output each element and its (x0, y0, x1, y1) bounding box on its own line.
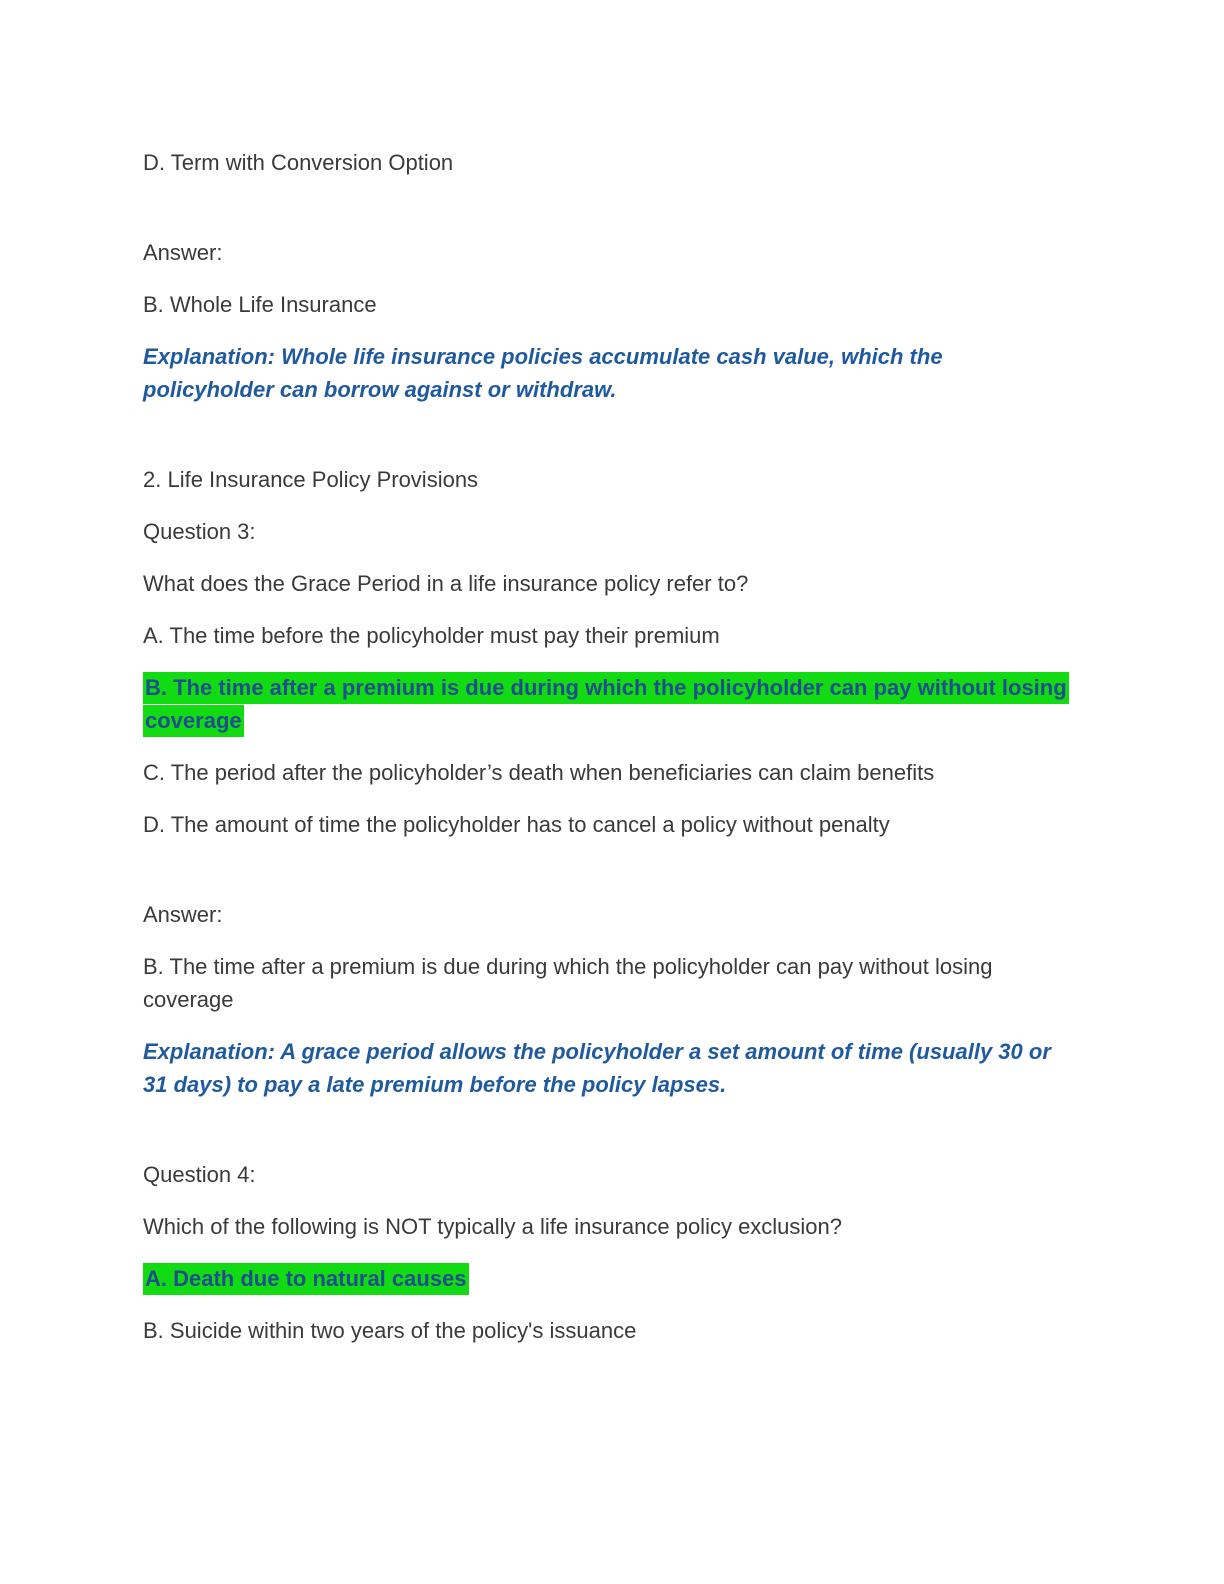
highlighted-answer-text: A. Death due to natural causes (143, 1263, 469, 1295)
question-4-option-b: B. Suicide within two years of the policy's issuance (143, 1318, 637, 1343)
question-3-option-d: D. The amount of time the policyholder has to cancel a policy without penalty (143, 812, 890, 837)
question-3-option-b-highlighted (143, 671, 1074, 737)
answer-text-2: B. The time after a premium is due during which the policyholder can pay without losing coverage (143, 954, 993, 1012)
highlighted-answer-text: B. The time after a premium is due during which the policyholder can pay without losing coverage (143, 672, 1069, 737)
explanation-2: Explanation: A grace period allows the policyholder a set amount of time (usually 30 or 31 days) to pay a late premium before the policy lapses. (143, 1039, 1051, 1097)
question-3-option-a: A. The time before the policyholder must pay their premium (143, 623, 720, 648)
answer-label-1: Answer: (143, 240, 223, 265)
answer-label-2: Answer: (143, 902, 223, 927)
answer-text-1: B. Whole Life Insurance (143, 292, 377, 317)
question-4-text: Which of the following is NOT typically a life insurance policy exclusion? (143, 1214, 843, 1239)
section-heading: 2. Life Insurance Policy Provisions (143, 467, 479, 492)
question-3-option-c: C. The period after the policyholder’s death when beneficiaries can claim benefits (143, 760, 935, 785)
option-d-term-conversion: D. Term with Conversion Option (143, 150, 454, 175)
explanation-1: Explanation: Whole life insurance policies accumulate cash value, which the policyholder can borrow against or withdraw. (143, 344, 943, 402)
question-3-label: Question 3: (143, 519, 256, 544)
question-4-option-a-highlighted (143, 1262, 1074, 1295)
question-3-text: What does the Grace Period in a life insurance policy refer to? (143, 571, 749, 596)
question-4-label: Question 4: (143, 1162, 256, 1187)
